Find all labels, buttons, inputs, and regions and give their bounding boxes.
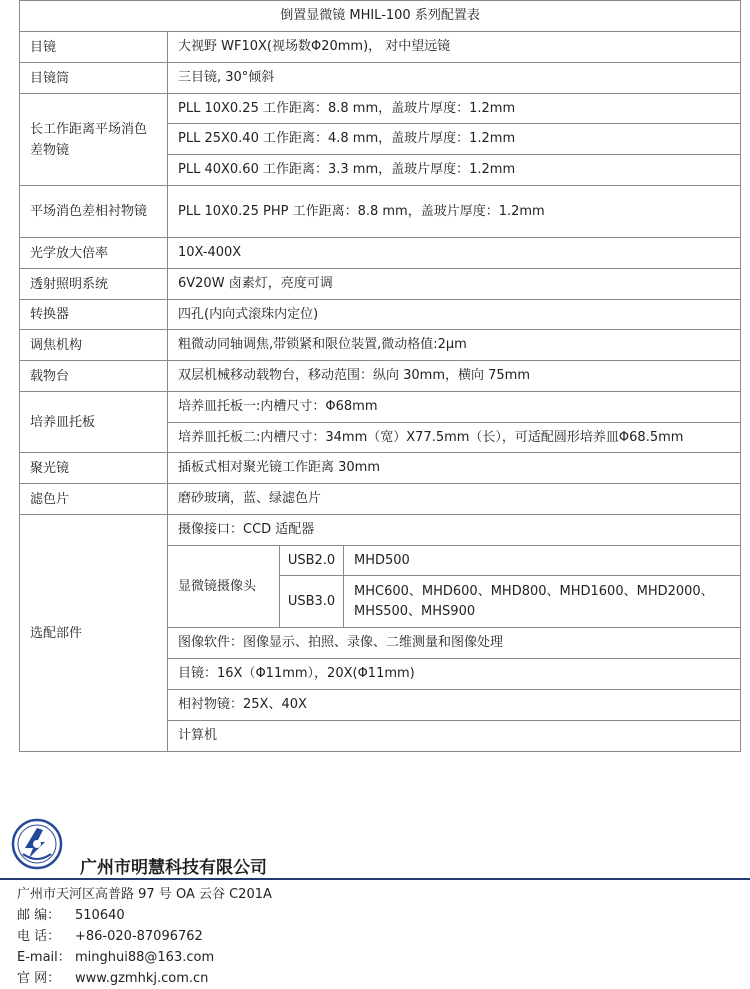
usb3-models: MHC600、MHD600、MHD800、MHD1600、MHD2000、MHS500、MHS900 xyxy=(344,576,741,628)
nosepiece-label: 转换器 xyxy=(20,300,168,330)
optional-computer: 计算机 xyxy=(168,721,741,752)
filter-value: 磨砂玻璃，蓝、绿滤色片 xyxy=(168,484,741,515)
optional-software: 图像软件：图像显示、拍照、录像、二维测量和图像处理 xyxy=(168,628,741,659)
tube-value: 三目镜, 30°倾斜 xyxy=(168,63,741,94)
spec-table xyxy=(19,0,741,752)
postcode-row xyxy=(17,905,272,926)
phone: +86-020-87096762 xyxy=(75,929,203,944)
table-title: 倒置显微镜 MHIL-100 系列配置表 xyxy=(20,1,741,32)
optional-parts-label: 选配部件 xyxy=(20,515,168,752)
optional-interface: 摄像接口：CCD 适配器 xyxy=(168,515,741,546)
postcode: 510640 xyxy=(75,908,125,923)
dish-plate-row: 培养皿托板一:内槽尺寸：Φ68mm xyxy=(168,392,741,423)
illumination-value: 6V20W 卤素灯，亮度可调 xyxy=(168,269,741,300)
focus-value: 粗微动同轴调焦,带锁紧和限位装置,微动格值:2μm xyxy=(168,330,741,361)
contact-info xyxy=(17,884,272,989)
company-logo-icon xyxy=(11,818,63,870)
email-row xyxy=(17,947,272,968)
condenser-label: 聚光镜 xyxy=(20,453,168,484)
dish-plate-row: 培养皿托板二:内槽尺寸：34mm（宽）X77.5mm（长），可适配圆形培养皿Φ68.5mm xyxy=(168,423,741,453)
focus-label: 调焦机构 xyxy=(20,330,168,361)
lwd-objective-row: PLL 25X0.40 工作距离：4.8 mm，盖玻片厚度：1.2mm xyxy=(168,124,741,155)
usb2-label: USB2.0 xyxy=(280,546,344,576)
footer-divider xyxy=(0,878,750,880)
lwd-objective-label: 长工作距离平场消色差物镜 xyxy=(20,94,168,186)
lwd-objective-row: PLL 10X0.25 工作距离：8.8 mm，盖玻片厚度：1.2mm xyxy=(168,94,741,124)
optional-eyepieces: 目镜：16X（Φ11mm），20X(Φ11mm) xyxy=(168,659,741,690)
company-name: 广州市明慧科技有限公司 xyxy=(80,858,267,878)
tube-label: 目镜筒 xyxy=(20,63,168,94)
filter-label: 滤色片 xyxy=(20,484,168,515)
camera-label: 显微镜摄像头 xyxy=(168,546,280,628)
phone-label: 电 话： xyxy=(17,929,61,944)
website-label: 官 网： xyxy=(17,971,61,986)
condenser-value: 插板式相对聚光镜工作距离 30mm xyxy=(168,453,741,484)
address: 广州市天河区高普路 97 号 OA 云谷 C201A xyxy=(17,887,272,902)
eyepiece-value: 大视野 WF10X(视场数Φ20mm)， 对中望远镜 xyxy=(168,32,741,63)
email-label: E-mail： xyxy=(17,950,71,965)
stage-label: 载物台 xyxy=(20,361,168,392)
dish-plate-label: 培养皿托板 xyxy=(20,392,168,453)
email[interactable]: minghui88@163.com xyxy=(75,950,215,965)
stage-value: 双层机械移动载物台，移动范围：纵向 30mm，横向 75mm xyxy=(168,361,741,392)
eyepiece-label: 目镜 xyxy=(20,32,168,63)
phase-objective-label: 平场消色差相衬物镜 xyxy=(20,186,168,238)
nosepiece-value: 四孔(内向式滚珠内定位) xyxy=(168,300,741,330)
phone-row xyxy=(17,926,272,947)
optional-phase-objectives: 相衬物镜：25X、40X xyxy=(168,690,741,721)
postcode-label: 邮 编： xyxy=(17,908,61,923)
magnification-value: 10X-400X xyxy=(168,238,741,269)
website-row xyxy=(17,968,272,989)
illumination-label: 透射照明系统 xyxy=(20,269,168,300)
usb3-label: USB3.0 xyxy=(280,576,344,628)
magnification-label: 光学放大倍率 xyxy=(20,238,168,269)
website[interactable]: www.gzmhkj.com.cn xyxy=(75,971,209,986)
lwd-objective-row: PLL 40X0.60 工作距离：3.3 mm，盖玻片厚度：1.2mm xyxy=(168,155,741,186)
usb2-models: MHD500 xyxy=(344,546,741,576)
phase-objective-value: PLL 10X0.25 PHP 工作距离：8.8 mm，盖玻片厚度：1.2mm xyxy=(168,186,741,238)
